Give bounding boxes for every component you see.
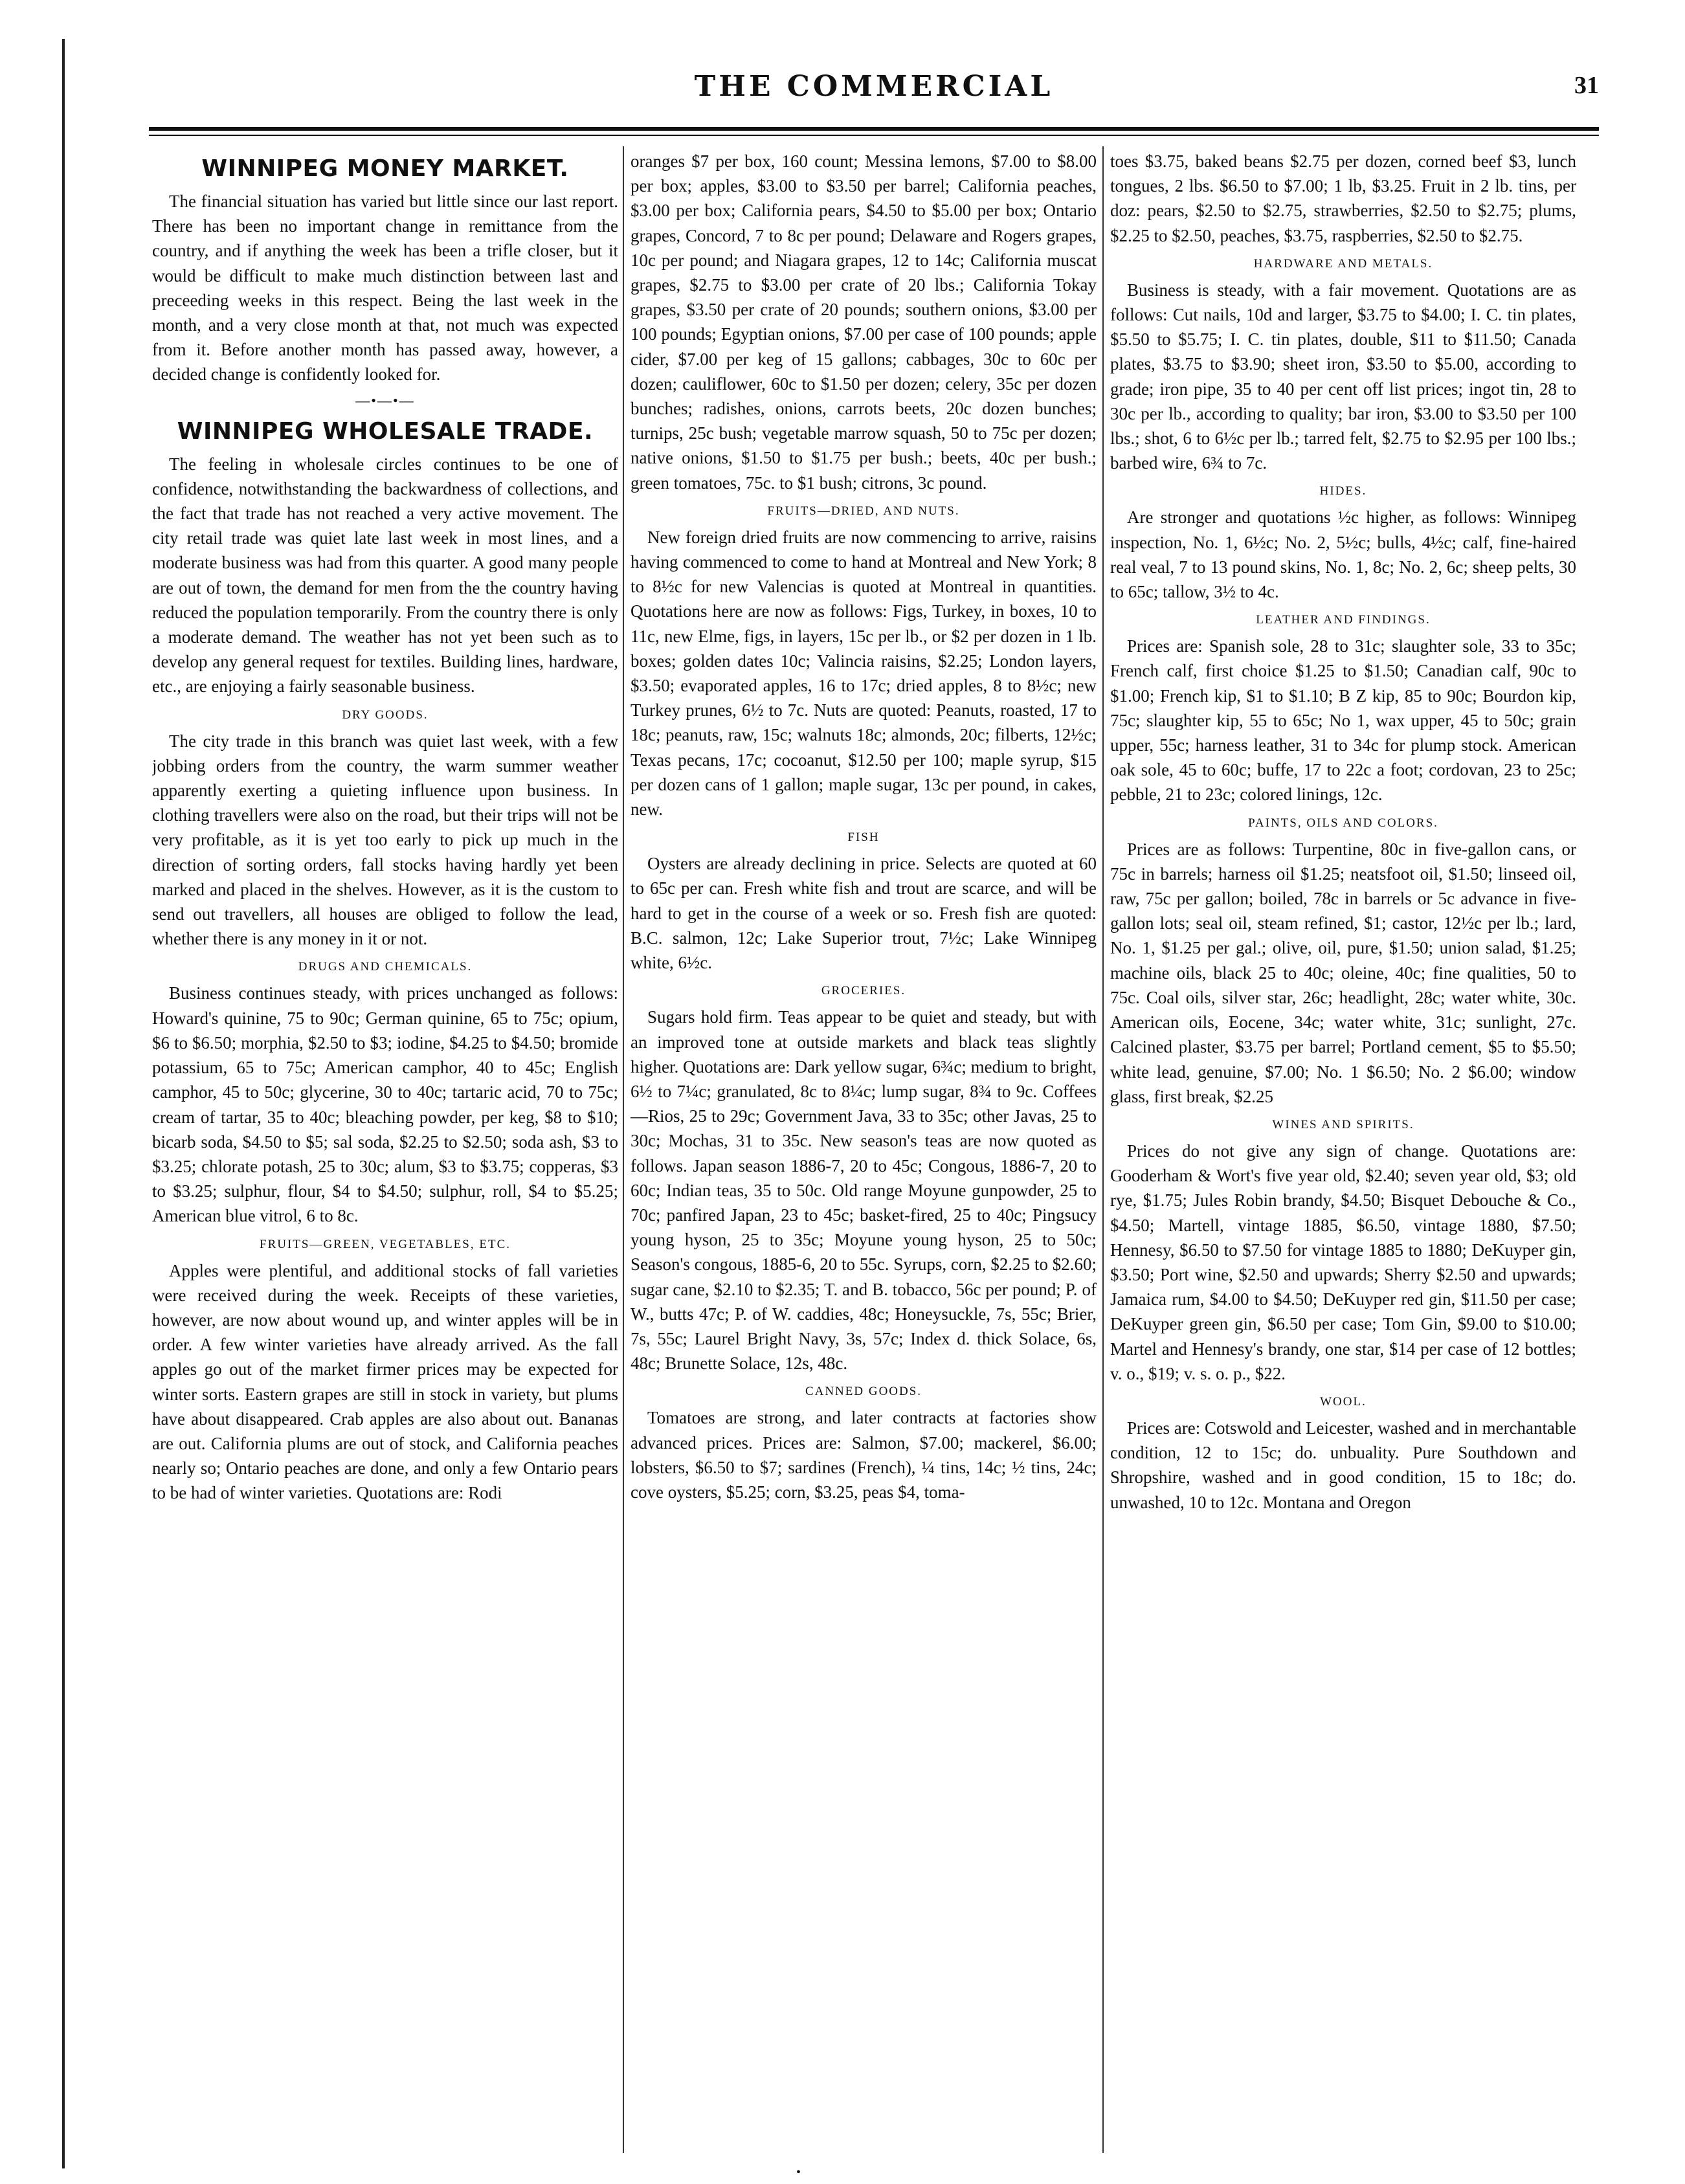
section-divider: —•—•— — [355, 392, 415, 408]
fruits-green-text: Apples were plentiful, and additional stocks of fall varieties were received during the week. Receipts of these varieties, however, are now about wound up, and winter apples will be in order. A few winter varieties have already arrived. As the fall apples go out of the market firmer prices may be expected for winter sorts. Eastern grapes are still in stock in variety, but plums have about disappeared. Crab apples are also about out. Bananas are out. California plums are out of stock, and California peaches nearly so; Ontario peaches are done, and only a few Ontario pears to be had of winter varieties. Quotations are: Rodi — [152, 1260, 618, 1503]
page-number: 31 — [1574, 72, 1599, 99]
binding-edge — [62, 39, 65, 2168]
hardware-text: Business is steady, with a fair movement. Quotations are as follows: Cut nails, 10d and larger, $3.75 to $4.00; I. C. tin plates, $5.50 to $5.75; I. C. tin plates, double, $11 to $11.50; Canada plates, $3.75 to $3.90; sheet iron, $3.50 to $5.00, according to grade; iron pipe, 35 to 40 per cent off list prices; ingot tin, 28 to 30c per lb., according to quality; bar iron, $3.00 to $3.50 per 100 lbs.; shot, 6 to 6½c per lb.; tarred felt, $2.75 to $2.95 per 100 lbs.; barbed wire, 6¾ to 7c. — [1110, 280, 1576, 473]
groceries-heading: GROCERIES. — [821, 984, 906, 998]
fruits-dried-heading: FRUITS—DRIED, AND NUTS. — [767, 504, 960, 518]
dry-goods-heading: DRY GOODS. — [342, 708, 429, 722]
drugs-heading: DRUGS AND CHEMICALS. — [298, 960, 473, 974]
canned-goods-continued: toes $3.75, baked beans $2.75 per dozen, corned beef $3, lunch tongues, 2 lbs. $6.50 to $7.00; 1 lb, $3.25. Fruit in 2 lb. tins, per doz: pears, $2.50 to $2.75, strawberries, $2.50 to $2.75; plums, $2.25 to $2.50, peaches, $3.75, raspberries, $2.50 to $2.75. — [1110, 151, 1576, 245]
hides-heading: HIDES. — [1319, 484, 1367, 498]
column-divider — [623, 146, 624, 2153]
column-1 — [152, 149, 618, 2143]
money-market-headline: WINNIPEG MONEY MARKET. — [201, 155, 569, 182]
column-2 — [630, 149, 1097, 2143]
fish-heading: FISH — [847, 830, 880, 845]
fish-text: Oysters are already declining in price. Selects are quoted at 60 to 65c per can. Fresh white fish and trout are scarce, and will be hard to get in the course of a week or so. Fresh fish are quoted: B.C. salmon, 12c; Lake Superior trout, 7½c; Lake Winnipeg white, 6½c. — [630, 854, 1097, 973]
hides-text: Are stronger and quotations ½c higher, as follows: Winnipeg inspection, No. 1, 6½c; No. 2, 5½c; bulls, 4½c; calf, fine-haired real veal, 7 to 13 pound skins, No. 1, 8c; No. 2, 6c; sheep pelts, 30 to 65c; tallow, 3½ to 4c. — [1110, 507, 1576, 602]
leather-heading: LEATHER AND FINDINGS. — [1256, 613, 1431, 627]
masthead-title: THE COMMERCIAL — [694, 70, 1054, 103]
running-head — [149, 70, 1599, 115]
fruits-green-heading: FRUITS—GREEN, VEGETABLES, ETC. — [260, 1237, 511, 1251]
canned-goods-text: Tomatoes are strong, and later contracts at factories show advanced prices. Prices are: Salmon, $7.00; mackerel, $6.00; lobsters, $6.50 to $7; sardines (French), ¼ tins, 14c; ½ tins, 24c; cove oysters, $5.25; corn, $3.25, peas $4, toma- — [630, 1408, 1097, 1502]
column-3 — [1110, 149, 1576, 2143]
hardware-heading: HARDWARE AND METALS. — [1253, 256, 1433, 271]
leather-text: Prices are: Spanish sole, 28 to 31c; slaughter sole, 33 to 35c; French calf, first choice $1.25 to $1.50; Canadian calf, 90c to $1.00; French kip, $1 to $1.10; B Z kip, 85 to 90c; Bourdon kip, 75c; slaughter kip, 55 to 65c; No 1, wax upper, 45 to 50c; grain upper, 55c; harness leather, 31 to 34c for plump stock. American oak sole, 45 to 60c; buffe, 17 to 22c a foot; cordovan, 23 to 25c; pebble, 21 to 23c; colored linings, 12c. — [1110, 636, 1576, 805]
footer-mark: • — [796, 2165, 801, 2179]
groceries-text: Sugars hold firm. Teas appear to be quiet and steady, but with an improved tone at outside markets and black teas slightly higher. Quotations are: Dark yellow sugar, 6¾c; medium to bright, 6½ to 7¼c; granulated, 8c to 8¼c; lump sugar, 8¾ to 9c. Coffees—Rios, 25 to 29c; Government Java, 33 to 35c; other Javas, 25 to 30c; Mochas, 31 to 35c. New season's teas are now quoted as follows. Japan season 1886-7, 20 to 45c; Congous, 1886-7, 20 to 60c; Indian teas, 35 to 50c. Old range Moyune gunpowder, 25 to 70c; panfired Japan, 23 to 45c; basket-fired, 25 to 40c; Pingsucy young hyson, 25 to 35c; Moyune young hyson, 25 to 50c; Season's congous, 1885-6, 20 to 55c. Syrups, corn, $2.25 to $2.60; sugar cane, $2.10 to $2.35; T. and B. tobacco, 56c per pound; P. of W., butts 47c; P. of W. caddies, 48c; Honeysuckle, 7s, 55c; Brier, 7s, 55c; Laurel Bright Navy, 3s, 57c; Index d. thick Solace, 6s, 48c; Brunette Solace, 12s, 48c. — [630, 1007, 1097, 1374]
wholesale-trade-text: The feeling in wholesale circles continues to be one of confidence, notwithstanding the backwardness of collections, and the fact that trade has not reached a very active movement. The city retail trade was quiet late last week in most lines, and a moderate business was had from this quarter. A good many people are out of town, the demand for men from the the country having reduced the population temporarily. From the country there is only a moderate demand. The weather has not yet been such as to develop any general request for textiles. Building lines, hardware, etc., are enjoying a fairly seasonable business. — [152, 454, 618, 696]
paints-heading: PAINTS, OILS AND COLORS. — [1248, 816, 1438, 830]
wines-text: Prices do not give any sign of change. Quotations are: Gooderham & Wort's five year old, $2.40; seven year old, $3; old rye, $1.75; Jules Robin brandy, $4.50; Bisquet Debouche & Co., $4.50; Martell, vintage 1885, $6.50, vintage 1880, $7.50; Hennesy, $6.50 to $7.50 for vintage 1885 to 1880; DeKuyper gin, $3.50; Port wine, $2.50 and upwards; Sherry $2.50 and upwards; Jamaica rum, $4.00 to $4.50; DeKuyper red gin, $11.50 per case; DeKuyper green gin, $6.50 per case; Tom Gin, $9.00 to $10.00; Martel and Hennesy's brandy, one star, $14 per case of 12 bottles; v. o., $19; v. s. o. p., $22. — [1110, 1141, 1576, 1383]
column-divider — [1102, 146, 1104, 2153]
drugs-text: Business continues steady, with prices unchanged as follows: Howard's quinine, 75 to 90c; German quinine, 65 to 75c; opium, $6 to $6.50; morphia, $2.50 to $3; iodine, $4.25 to $4.50; bromide potassium, 65 to 75c; American camphor, 40 to 45c; English camphor, 45 to 50c; glycerine, 30 to 40c; tartaric acid, 70 to 75c; cream of tartar, 35 to 40c; bleaching powder, per keg, $8 to $10; bicarb soda, $4.50 to $5; sal soda, $2.25 to $2.50; soda ash, $3 to $3.25; chlorate potash, 25 to 30c; alum, $3 to $3.75; copperas, $3 to $3.25; sulphur, flour, $4 to $4.50; sulphur, roll, $4 to $5.25; American blue vitrol, 6 to 8c. — [152, 983, 618, 1226]
header-rule-thick — [149, 127, 1599, 131]
canned-goods-heading: CANNED GOODS. — [805, 1385, 922, 1399]
paints-text: Prices are as follows: Turpentine, 80c in five-gallon cans, or 75c in barrels; harness oil $1.25; neatsfoot oil, $1.50; linseed oil, raw, 75c per gallon; boiled, 78c in barrels or 5c advance in five-gallon lots; seal oil, steam refined, $1; castor, 12½c per lb.; lard, No. 1, $1.25 per gal.; olive, oil, pure, $1.50; union salad, $1.25; machine oils, black 25 to 40c; oleine, 40c; fine qualities, 50 to 75c. Coal oils, silver star, 26c; headlight, 28c; water white, 30c. American oils, Eocene, 34c; water white, 31c; sunlight, 27c. Calcined plaster, $3.75 per barrel; Portland cement, $5 to $5.50; white lead, genuine, $7.00; No. 1 $6.50; No. 2 $6.00; window glass, first break, $2.25 — [1110, 839, 1576, 1106]
wholesale-trade-headline: WINNIPEG WHOLESALE TRADE. — [177, 418, 594, 445]
header-rule-thin — [149, 135, 1599, 136]
wool-text: Prices are: Cotswold and Leicester, washed and in merchantable condition, 12 to 15c; do. unbuality. Pure Southdown and Shropshire, washed and in good condition, 15 to 18c; do. unwashed, 10 to 12c. Montana and Oregon — [1110, 1418, 1576, 1512]
wines-heading: WINES AND SPIRITS. — [1272, 1117, 1414, 1131]
money-market-text: The financial situation has varied but little since our last report. There has been no important change in remittance from the country, and if anything the week has been a trifle closer, but it would be difficult to make much distinction between last and preceeding weeks in this respect. Being the last week in the month, and a very close month at that, not much was expected from it. Before another month has passed away, however, a decided change is confidently looked for. — [152, 192, 618, 384]
dry-goods-text: The city trade in this branch was quiet last week, with a few jobbing orders from the country, the warm summer weather apparently exerting a quieting influence upon business. In clothing travellers were also on the road, but their trips will not be very profitable, as it is yet too early to pick up much in the direction of sorting orders, fall stocks having hardly yet been marked and placed in the shelves. However, as it is the custom to send out travellers, all houses are obliged to follow the lead, whether there is any money in it or not. — [152, 731, 618, 949]
fruits-dried-text: New foreign dried fruits are now commencing to arrive, raisins having commenced to come to hand at Montreal and New York; 8 to 8½c for new Valencias is quoted at Montreal in quantities. Quotations here are now as follows: Figs, Turkey, in boxes, 10 to 11c, new Elme, figs, in layers, 15c per lb., or $2 per dozen in 1 lb. boxes; golden dates 10c; Valincia raisins, $2.25; London layers, $3.50; evaporated apples, 16 to 17c; dried apples, 8 to 8½c; new Turkey prunes, 6½ to 7c. Nuts are quoted: Peanuts, roasted, 17 to 18c; peanuts, raw, 15c; walnuts 18c; almonds, 20c; filberts, 12½c; Texas pecans, 17c; cocoanut, $12.50 per 100; maple syrup, $15 per dozen cans of 1 gallon; maple sugar, 13c per pound, in cakes, new. — [630, 527, 1097, 819]
wool-heading: WOOL. — [1320, 1394, 1367, 1409]
fruits-green-continued: oranges $7 per box, 160 count; Messina lemons, $7.00 to $8.00 per box; apples, $3.00 to $3.50 per barrel; California peaches, $3.00 per box; California pears, $4.50 to $5.00 per box; Ontario grapes, Concord, 7 to 8c per pound; Delaware and Rogers grapes, 10c per pound; and Niagara grapes, 12 to 14c; California muscat grapes, $2.75 to $3.00 per crate of 20 lbs.; California Tokay grapes, $3.50 per crate of 20 pounds; southern onions, $3.00 per 100 pounds; Egyptian onions, $7.00 per case of 100 pounds; apple cider, $7.00 per keg of 15 gallons; cabbages, 30c to 60c per dozen; cauliflower, 60c to $1.50 per dozen; celery, 35c per dozen bunches; radishes, onions, carrots beets, 20c dozen bunches; turnips, 25c bush; vegetable marrow squash, 50 to 75c per dozen; native onions, $1.50 to $1.75 per bush.; beets, 40c per bush.; green tomatoes, 75c. to $1 bush; citrons, 3c pound. — [630, 151, 1097, 493]
